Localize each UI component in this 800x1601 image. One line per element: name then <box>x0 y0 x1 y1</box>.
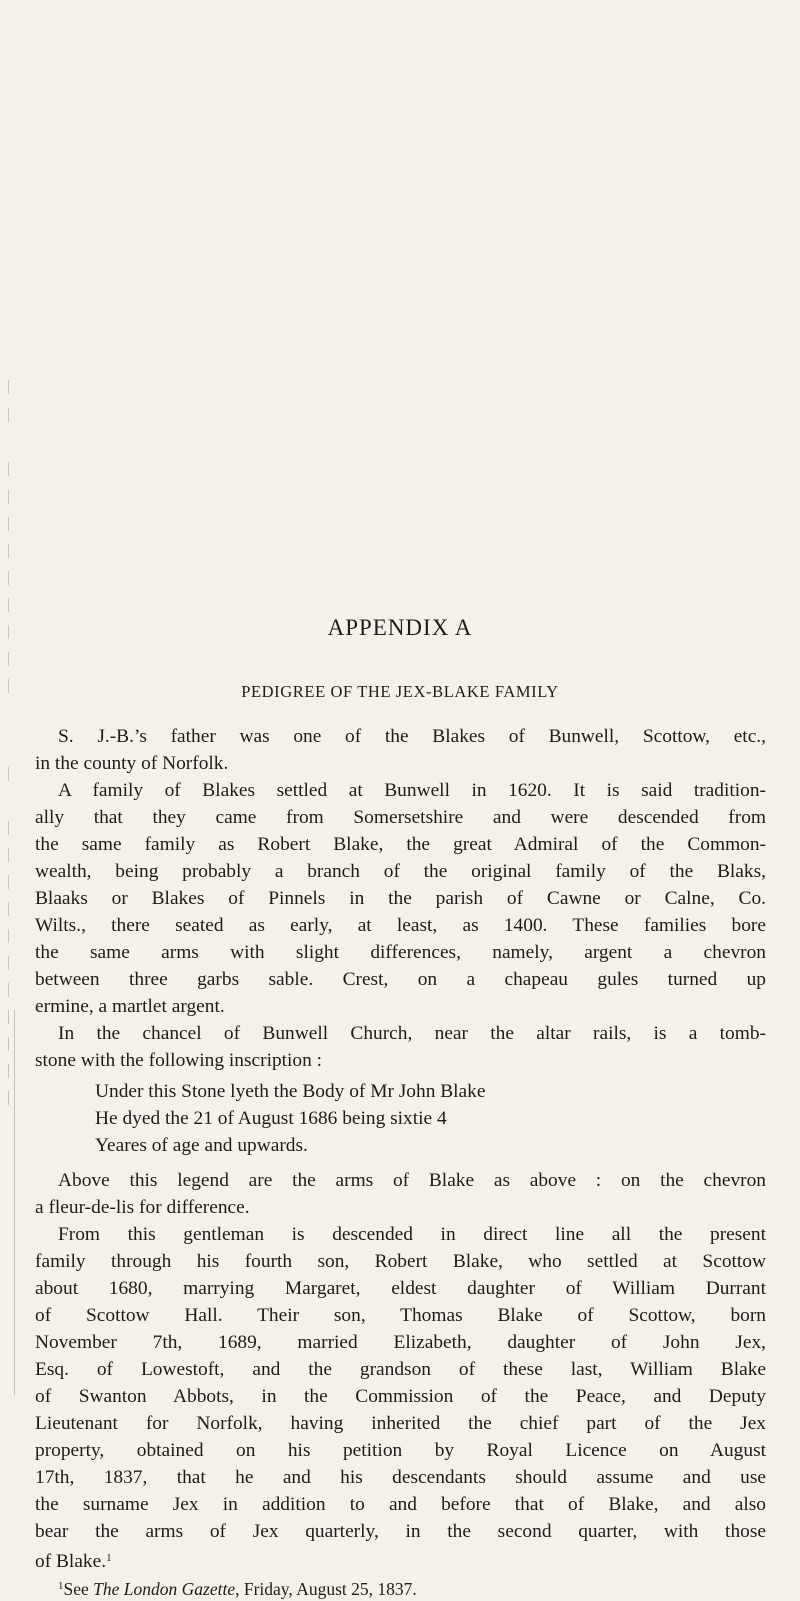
text-line: ermine, a martlet argent. <box>35 996 225 1017</box>
margin-mark <box>2 956 9 970</box>
margin-mark <box>2 571 9 585</box>
text-line: between three garbs sable. Crest, on a chapeau gules turned up <box>35 969 766 990</box>
text-line: bear the arms of Jex quarterly, in the second quarter, with those <box>35 1521 766 1542</box>
footnote-prefix: See <box>63 1579 94 1599</box>
margin-mark <box>2 544 9 558</box>
margin-mark <box>2 767 9 781</box>
margin-mark <box>2 517 9 531</box>
margin-mark <box>2 408 9 422</box>
margin-mark <box>2 875 9 889</box>
text-line: of Swanton Abbots, in the Commission of the Peace, and Deputy <box>35 1386 766 1407</box>
appendix-title: APPENDIX A <box>327 615 473 640</box>
text-line: Blaaks or Blakes of Pinnels in the parish of Cawne or Calne, Co. <box>35 888 766 909</box>
text-line: S. J.-B.’s father was one of the Blakes of Bunwell, Scottow, etc., <box>58 726 766 747</box>
inscription-line: Yeares of age and upwards. <box>95 1135 308 1156</box>
footnote-publication: The London Gazette <box>93 1579 236 1599</box>
margin-mark <box>2 462 9 476</box>
margin-mark <box>2 821 9 835</box>
margin-mark <box>2 490 9 504</box>
text-line: the surname Jex in addition to and before that of Blake, and also <box>35 1494 766 1515</box>
text-line: stone with the following inscription : <box>35 1050 323 1071</box>
footnote-marker: 1 <box>58 1580 64 1592</box>
text-line-final: of Blake. <box>35 1551 107 1572</box>
text-line: Wilts., there seated as early, at least, as 1400. These families bore <box>35 915 766 936</box>
margin-mark <box>2 929 9 943</box>
margin-mark <box>2 902 9 916</box>
appendix-subtitle: PEDIGREE OF THE JEX-BLAKE FAMILY <box>241 682 559 701</box>
text-line: property, obtained on his petition by Royal Licence on August <box>35 1440 766 1461</box>
text-line: about 1680, marrying Margaret, eldest daughter of William Durrant <box>35 1278 766 1299</box>
text-line: Lieutenant for Norfolk, having inherited the chief part of the Jex <box>35 1413 766 1434</box>
margin-mark <box>2 1064 9 1078</box>
text-line: family through his fourth son, Robert Blake, who settled at Scottow <box>35 1251 766 1272</box>
text-line: in the county of Norfolk. <box>35 753 229 774</box>
footnote-reference[interactable]: 1 <box>106 1552 112 1564</box>
margin-mark <box>2 625 9 639</box>
footnote-suffix: , Friday, August 25, 1837. <box>235 1579 417 1599</box>
margin-mark <box>2 598 9 612</box>
inscription-line: Under this Stone lyeth the Body of Mr John Blake <box>95 1081 486 1102</box>
text-line-last <box>35 1545 766 1572</box>
margin-mark <box>2 983 9 997</box>
margin-mark <box>2 652 9 666</box>
text-line: Esq. of Lowestoft, and the grandson of these last, William Blake <box>35 1359 766 1380</box>
margin-mark <box>2 380 9 394</box>
text-line: 17th, 1837, that he and his descendants should assume and use <box>35 1467 766 1488</box>
text-line: of Scottow Hall. Their son, Thomas Blake of Scottow, born <box>35 1305 766 1326</box>
text-line: Above this legend are the arms of Blake as above : on the chevron <box>58 1170 766 1191</box>
text-line: In the chancel of Bunwell Church, near the altar rails, is a tomb- <box>58 1023 766 1044</box>
margin-mark <box>2 1037 9 1051</box>
text-line: A family of Blakes settled at Bunwell in 1620. It is said tradition- <box>58 780 766 801</box>
text-line: the same arms with slight differences, namely, argent a chevron <box>35 942 766 963</box>
text-line: wealth, being probably a branch of the original family of the Blaks, <box>35 861 766 882</box>
text-line: a fleur-de-lis for difference. <box>35 1197 250 1218</box>
margin-mark <box>2 848 9 862</box>
binding-margin-marks <box>0 380 14 1390</box>
margin-mark <box>2 1010 9 1024</box>
page-edge-shadow <box>14 1010 15 1395</box>
margin-mark <box>2 679 9 693</box>
inscription-line: He dyed the 21 of August 1686 being sixtie 4 <box>95 1108 447 1129</box>
footnote <box>58 1574 417 1601</box>
text-line: the same family as Robert Blake, the great Admiral of the Common- <box>35 834 766 855</box>
text-line: ally that they came from Somersetshire and were descended from <box>35 807 766 828</box>
text-line: From this gentleman is descended in direct line all the present <box>58 1224 766 1245</box>
margin-mark <box>2 1091 9 1105</box>
text-line: November 7th, 1689, married Elizabeth, daughter of John Jex, <box>35 1332 766 1353</box>
